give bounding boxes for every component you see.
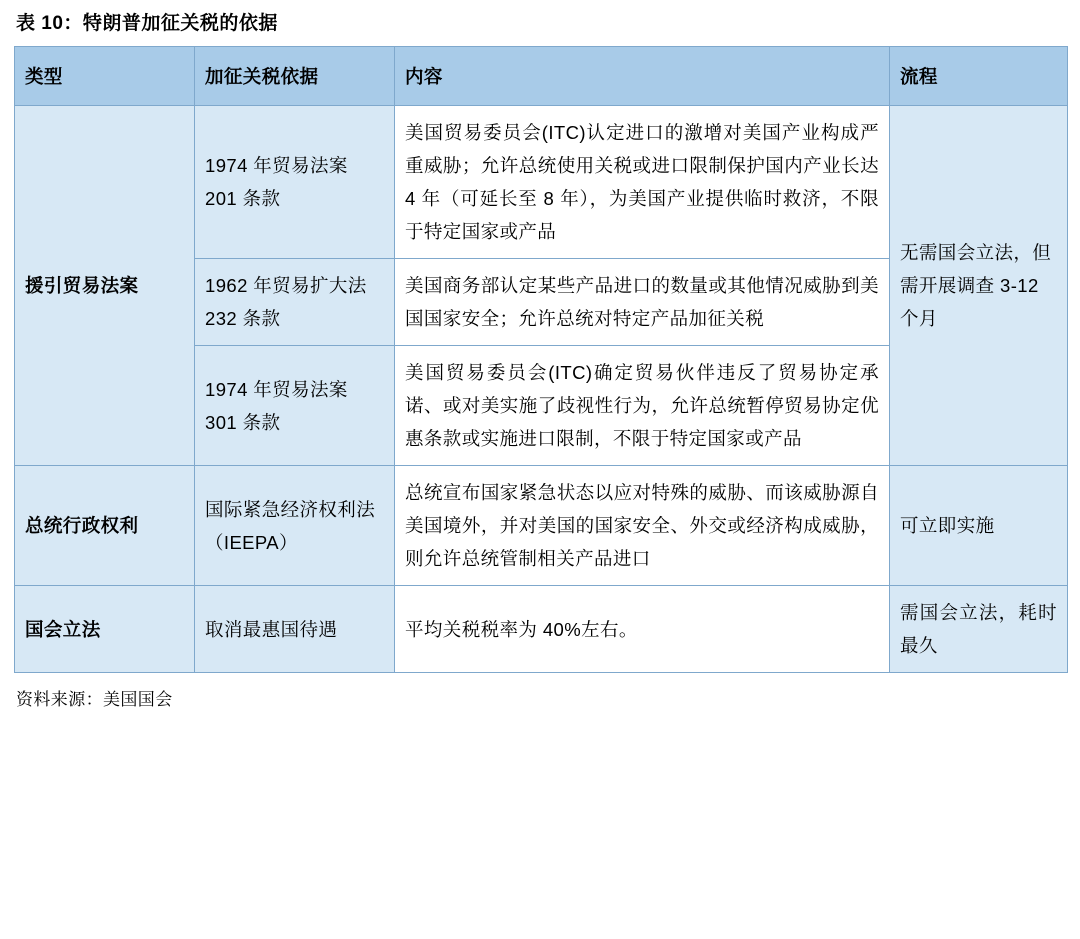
cell-content: 总统宣布国家紧急状态以应对特殊的威胁、而该威胁源自美国境外，并对美国的国家安全、外交或经济构成威胁，则允许总统管制相关产品进口 <box>395 466 890 586</box>
tariff-basis-table <box>14 46 1068 673</box>
source-note: 资料来源：美国国会 <box>16 690 173 709</box>
cell-process: 无需国会立法，但需开展调查 3-12 个月 <box>890 106 1068 466</box>
cell-type: 总统行政权利 <box>15 466 195 586</box>
cell-process: 需国会立法，耗时最久 <box>890 586 1068 673</box>
column-header-basis: 加征关税依据 <box>195 47 395 106</box>
cell-basis: 国际紧急经济权利法（IEEPA） <box>195 466 395 586</box>
cell-content: 平均关税税率为 40%左右。 <box>395 586 890 673</box>
column-header-type: 类型 <box>15 47 195 106</box>
table-row <box>15 586 1068 673</box>
table-row <box>15 106 1068 259</box>
cell-basis: 1962 年贸易扩大法 232 条款 <box>195 259 395 346</box>
cell-basis: 取消最惠国待遇 <box>195 586 395 673</box>
cell-basis: 1974 年贸易法案 201 条款 <box>195 106 395 259</box>
table-header <box>15 47 1068 106</box>
cell-content: 美国贸易委员会(ITC)认定进口的激增对美国产业构成严重威胁；允许总统使用关税或进口限制保护国内产业长达 4 年（可延长至 8 年），为美国产业提供临时救济，不限于特定国家或产品 <box>395 106 890 259</box>
table-header-row <box>15 47 1068 106</box>
cell-content: 美国贸易委员会(ITC)确定贸易伙伴违反了贸易协定承诺、或对美实施了歧视性行为，允许总统暂停贸易协定优惠条款或实施进口限制，不限于特定国家或产品 <box>395 346 890 466</box>
table-row <box>15 466 1068 586</box>
cell-basis: 1974 年贸易法案 301 条款 <box>195 346 395 466</box>
page-title: 表 10：特朗普加征关税的依据 <box>16 13 278 34</box>
cell-type: 国会立法 <box>15 586 195 673</box>
cell-process: 可立即实施 <box>890 466 1068 586</box>
column-header-content: 内容 <box>395 47 890 106</box>
column-header-process: 流程 <box>890 47 1068 106</box>
table-body <box>15 106 1068 673</box>
cell-type: 援引贸易法案 <box>15 106 195 466</box>
cell-content: 美国商务部认定某些产品进口的数量或其他情况威胁到美国国家安全；允许总统对特定产品加征关税 <box>395 259 890 346</box>
